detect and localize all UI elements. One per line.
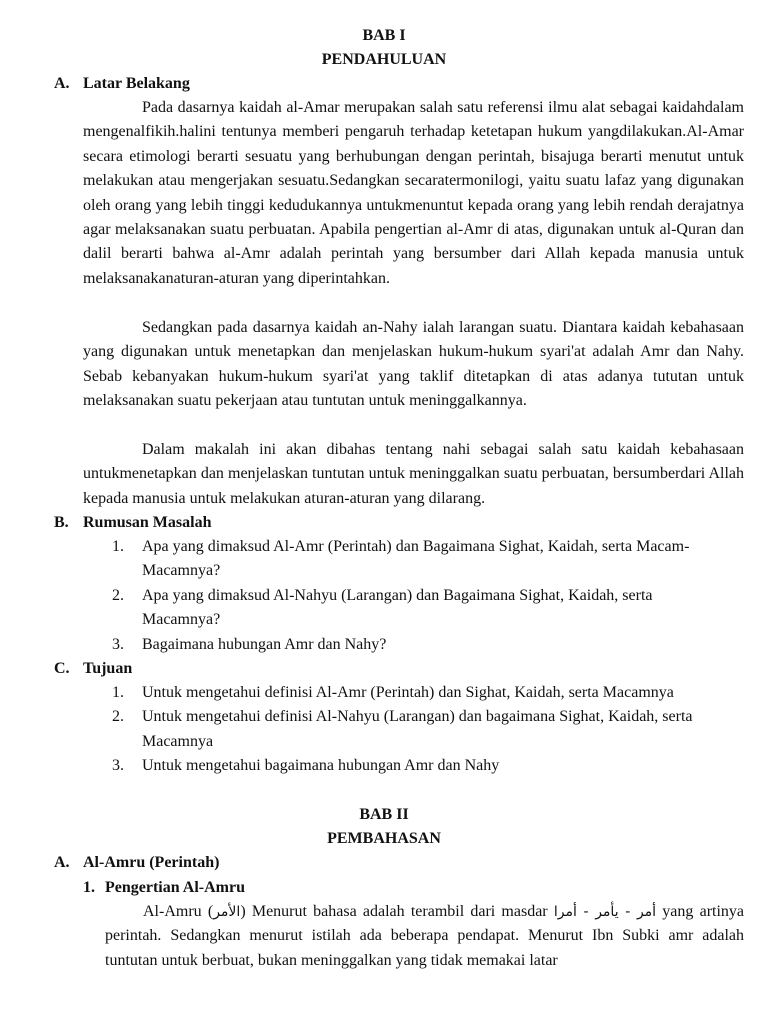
list-text: Untuk mengetahui bagaimana hubungan Amr dan Nahy	[142, 757, 500, 775]
problem-list	[112, 535, 732, 657]
section-title: Latar Belakang	[83, 75, 190, 92]
list-item	[112, 705, 734, 754]
chapter-title: BAB II	[359, 806, 409, 823]
list-number: 2.	[112, 586, 124, 604]
list-item	[112, 754, 752, 778]
section-heading-rumusan-masalah	[54, 511, 211, 535]
section-title: Tujuan	[83, 660, 133, 677]
section-title: Rumusan Masalah	[83, 514, 212, 531]
list-text: Apa yang dimaksud Al-Amr (Perintah) dan Bagaimana Sighat, Kaidah, serta Macam-Macamnya?	[142, 538, 690, 580]
paragraph	[105, 900, 744, 973]
chapter-subtitle: PENDAHULUAN	[321, 51, 447, 68]
section-title: Al-Amru (Perintah)	[83, 854, 220, 871]
list-text: Bagaimana hubungan Amr dan Nahy?	[142, 635, 387, 653]
chapter-subtitle: PEMBAHASAN	[327, 830, 441, 847]
list-number: 1.	[112, 684, 124, 701]
list-number: 2.	[112, 708, 124, 726]
subsection-title: Pengertian Al-Amru	[105, 879, 245, 896]
section-heading-latar-belakang	[54, 72, 190, 96]
paragraph-text: yang artinya perintah. Sedangkan menurut istilah ada beberapa pendapat. Menurut Ibn Subki amr adalah tuntutan untuk berbuat, bukan meninggalkan yang tidak memakai latar	[105, 903, 745, 969]
section-heading-tujuan	[54, 657, 132, 681]
section-label: B.	[54, 514, 69, 531]
arabic-term: أمر - يأمر - أمرا	[553, 904, 657, 920]
paragraph-text: ) Menurut bahasa adalah terambil dari masdar	[240, 903, 554, 920]
section-heading-al-amru	[54, 851, 219, 875]
paragraph-text: Al-Amru (	[143, 903, 214, 920]
list-item	[112, 584, 732, 633]
subsection-label: 1.	[83, 879, 95, 896]
paragraph: Dalam makalah ini akan dibahas tentang nahi sebagai salah satu kaidah kebahasaan untukmenetapkan dan menjelaskan tuntutan untuk meninggalkan suatu perbuatan, bersumberdari Allah kepada manusia untuk melakukan aturan-aturan yang dilarang.	[83, 441, 744, 507]
list-item	[112, 535, 732, 584]
arabic-term: الأمر	[213, 904, 241, 920]
list-number: 3.	[112, 635, 124, 653]
chapter-title: BAB I	[362, 27, 406, 44]
list-text: Untuk mengetahui definisi Al-Nahyu (Larangan) dan bagaimana Sighat, Kaidah, serta Macamnya	[142, 708, 693, 750]
list-item	[112, 633, 732, 657]
subsection-heading-pengertian	[83, 876, 245, 900]
section-label: A.	[54, 75, 70, 92]
section-label: C.	[54, 660, 70, 677]
list-text: Untuk mengetahui definisi Al-Amr (Perintah) dan Sighat, Kaidah, serta Macamnya	[142, 684, 674, 701]
objective-list	[112, 681, 752, 779]
list-item	[112, 681, 752, 705]
paragraph: Sedangkan pada dasarnya kaidah an-Nahy ialah larangan suatu. Diantara kaidah kebahasaan yang digunakan untuk menetapkan dan menjelaskan hukum-hukum syari'at adalah Amr dan Nahy. Sebab kebanyakan hukum-hukum syari'at yang taklif ditetapkan di atas adanya tututan untuk melaksanakan suatu pekerjaan atau tuntutan untuk meninggalkannya.	[83, 319, 744, 410]
section-label: A.	[54, 854, 70, 871]
list-text: Apa yang dimaksud Al-Nahyu (Larangan) dan Bagaimana Sighat, Kaidah, serta Macamnya?	[142, 586, 653, 629]
paragraph: Pada dasarnya kaidah al-Amar merupakan salah satu referensi ilmu alat sebagai kaidahdalam mengenalfikih.halini tentunya memberi pengaruh terhadap ketetapan hukum yangdilakukan.Al-Amar secara etimologi berarti sesuatu yang berhubungan dengan perintah, bisajuga berarti menutut untuk melakukan atau mengerjakan sesuatu.Sedangkan secaratermonilogi, yaitu suatu lafaz yang digunakan oleh orang yang lebih tinggi kedudukannya untukmenuntut kepada orang yang lebih rendah derajatnya agar melaksanakan suatu perbuatan. Apabila pengertian al-Amr di atas, digunakan untuk al-Quran dan dalil berarti bahwa al-Amr adalah perintah yang bersumber dari Allah kepada manusia untuk melaksanakanaturan-aturan yang diperintahkan.	[83, 99, 744, 287]
list-number: 1.	[112, 538, 124, 555]
list-number: 3.	[112, 757, 124, 775]
